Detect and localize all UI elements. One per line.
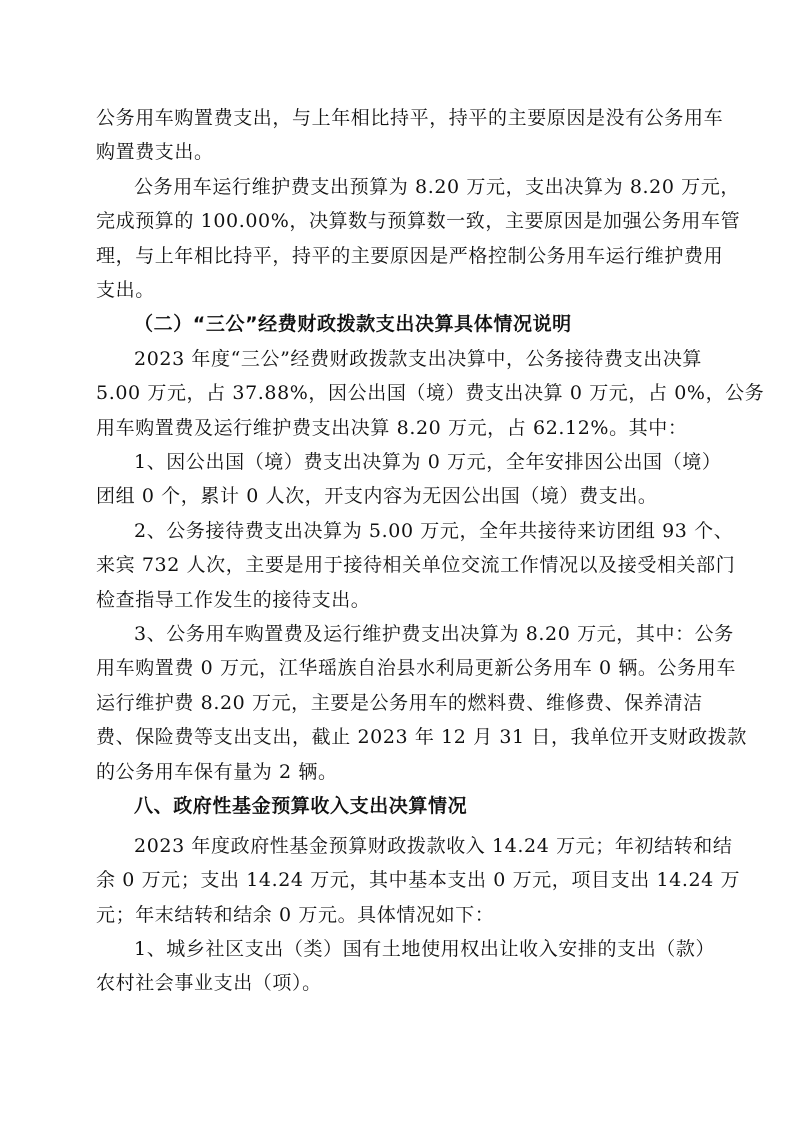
text-line: 农村社会事业支出（项）。 <box>96 972 322 995</box>
text-line: 余 0 万元；支出 14.24 万元，其中基本支出 0 万元，项目支出 14.24 万 <box>96 869 741 892</box>
paragraph-fund-item <box>96 932 716 1001</box>
paragraph-vehicles <box>96 617 747 789</box>
text-line: 1、因公出国（境）费支出决算为 0 万元，全年安排因公出国（境） <box>134 451 722 473</box>
text-line: 团组 0 个，累计 0 人次，开支内容为无因公出国（境）费支出。 <box>96 485 658 508</box>
text-line: 理，与上年相比持平，持平的主要原因是严格控制公务用车运行维护费用 <box>96 244 724 267</box>
section-heading: （二）“三公”经费财政拨款支出决算具体情况说明 <box>134 313 572 335</box>
paragraph-three-public-summary <box>96 342 765 445</box>
text-line: 公务用车购置费支出，与上年相比持平，持平的主要原因是没有公务用车 <box>96 107 724 129</box>
text-line: 来宾 732 人次，主要是用于接待相关单位交流工作情况以及接受相关部门 <box>96 554 736 577</box>
text-line: 5.00 万元，占 37.88%，因公出国（境）费支出决算 0 万元，占 0%，公务 <box>96 382 765 405</box>
text-line: 2、公务接待费支出决算为 5.00 万元，全年共接待来访团组 93 个、 <box>134 520 734 542</box>
text-line: 费、保险费等支出支出，截止 2023 年 12 月 31 日，我单位开支财政拨款 <box>96 726 747 749</box>
text-line: 检查指导工作发生的接待支出。 <box>96 588 371 611</box>
text-line: 购置费支出。 <box>96 141 214 164</box>
text-line: 完成预算的 100.00%，决算数与预算数一致，主要原因是加强公务用车管 <box>96 210 741 233</box>
text-line: 运行维护费 8.20 万元，主要是公务用车的燃料费、维修费、保养清洁 <box>96 691 703 714</box>
paragraph-reception <box>96 514 736 617</box>
paragraph-fund-summary <box>96 829 741 932</box>
text-line: 2023 年度“三公”经费财政拨款支出决算中，公务接待费支出决算 <box>134 348 703 370</box>
text-line: 元；年末结转和结余 0 万元。具体情况如下： <box>96 903 495 926</box>
text-line: 1、城乡社区支出（类）国有土地使用权出让收入安排的支出（款） <box>134 938 716 960</box>
text-line: 用车购置费及运行维护费支出决算 8.20 万元，占 62.12%。其中： <box>96 416 688 439</box>
text-line: 公务用车运行维护费支出预算为 8.20 万元，支出决算为 8.20 万元， <box>134 176 740 198</box>
paragraph-vehicle-purchase <box>96 101 724 170</box>
text-line: 的公务用车保有量为 2 辆。 <box>96 760 338 783</box>
paragraph-vehicle-maintenance <box>96 170 741 308</box>
text-line: 3、公务用车购置费及运行维护费支出决算为 8.20 万元，其中：公务 <box>134 623 734 645</box>
section-heading: 八、政府性基金预算收入支出决算情况 <box>134 795 468 817</box>
text-line: 2023 年度政府性基金预算财政拨款收入 14.24 万元；年初结转和结 <box>134 835 733 857</box>
paragraph-overseas-travel <box>96 445 722 514</box>
text-line: 支出。 <box>96 279 155 302</box>
section-heading-government-fund <box>96 789 696 823</box>
text-line: 用车购置费 0 万元，江华瑶族自治县水利局更新公务用车 0 辆。公务用车 <box>96 657 736 680</box>
section-heading-three-public <box>96 307 696 341</box>
